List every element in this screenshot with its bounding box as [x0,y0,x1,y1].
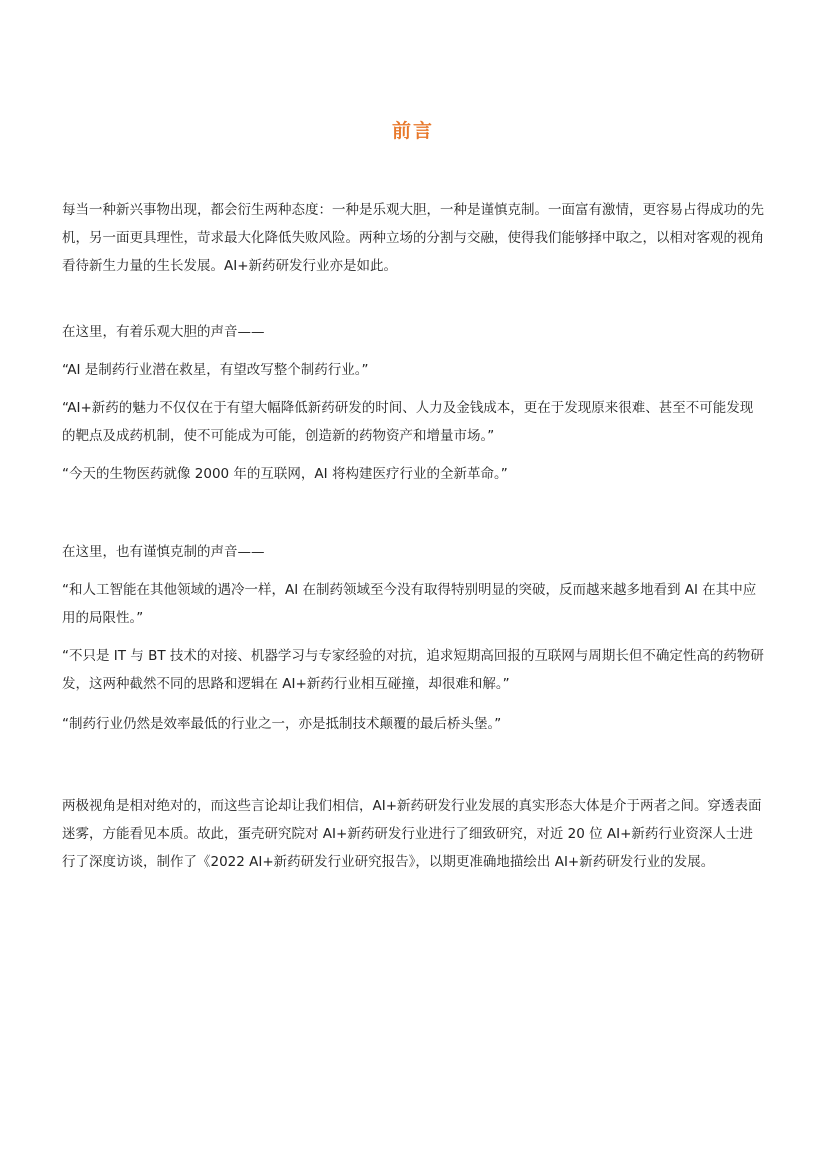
optimistic-quote [62,356,766,384]
cautious-section [62,538,766,566]
cautious-quote-3: “制药行业仍然是效率最低的行业之一，亦是抵制技术颠覆的最后桥头堡。” [62,716,502,732]
cautious-quote [62,576,766,632]
intro-text: 每当一种新兴事物出现，都会衍生两种态度：一种是乐观大胆，一种是谨慎克制。一面富有激情，更容易占得成功的先机，另一面更具理性，苛求最大化降低失败风险。两种立场的分割与交融，使得我们能够择中取之，以相对客观的视角看待新生力量的生长发展。AI+新药研发行业亦是如此。 [62,202,764,274]
cautious-heading: 在这里，也有谨慎克制的声音—— [62,544,265,560]
intro-paragraph [62,196,766,280]
optimistic-quote-3: “今天的生物医药就像 2000 年的互联网，AI 将构建医疗行业的全新革命。” [62,466,508,482]
optimistic-quote-2: “AI+新药的魅力不仅仅在于有望大幅降低新药研发的时间、人力及金钱成本，更在于发现原来很难、甚至不可能发现的靶点及成药机制，使不可能成为可能，创造新的药物资产和增量市场。” [62,400,754,444]
optimistic-quote [62,394,766,450]
optimistic-quote-1: “AI 是制药行业潜在救星，有望改写整个制药行业。” [62,362,369,378]
cautious-quote-2: “不只是 IT 与 BT 技术的对接、机器学习与专家经验的对抗，追求短期高回报的互联网与周期长但不确定性高的药物研发，这两种截然不同的思路和逻辑在 AI+新药行业相互碰撞，却很难和解。” [62,648,764,692]
cautious-quote [62,710,766,738]
optimistic-heading: 在这里，有着乐观大胆的声音—— [62,324,265,340]
optimistic-section [62,318,766,346]
optimistic-quote [62,460,766,488]
page-title: 前言 [391,120,434,142]
conclusion-text: 两极视角是相对绝对的，而这些言论却让我们相信，AI+新药研发行业发展的真实形态大体是介于两者之间。穿透表面迷雾，方能看见本质。故此，蛋壳研究院对 AI+新药研发行业进行了细致研究，对近 20 位 AI+新药行业资深人士进行了深度访谈，制作了《2022 AI+新药研发行业研究报告》，以期更准确地描绘出 AI+新药研发行业的发展。 [62,798,762,870]
cautious-quote [62,642,766,698]
cautious-quote-1: “和人工智能在其他领域的遇冷一样，AI 在制药领域至今没有取得特别明显的突破，反而越来越多地看到 AI 在其中应用的局限性。” [62,582,757,626]
conclusion-paragraph [62,792,766,876]
